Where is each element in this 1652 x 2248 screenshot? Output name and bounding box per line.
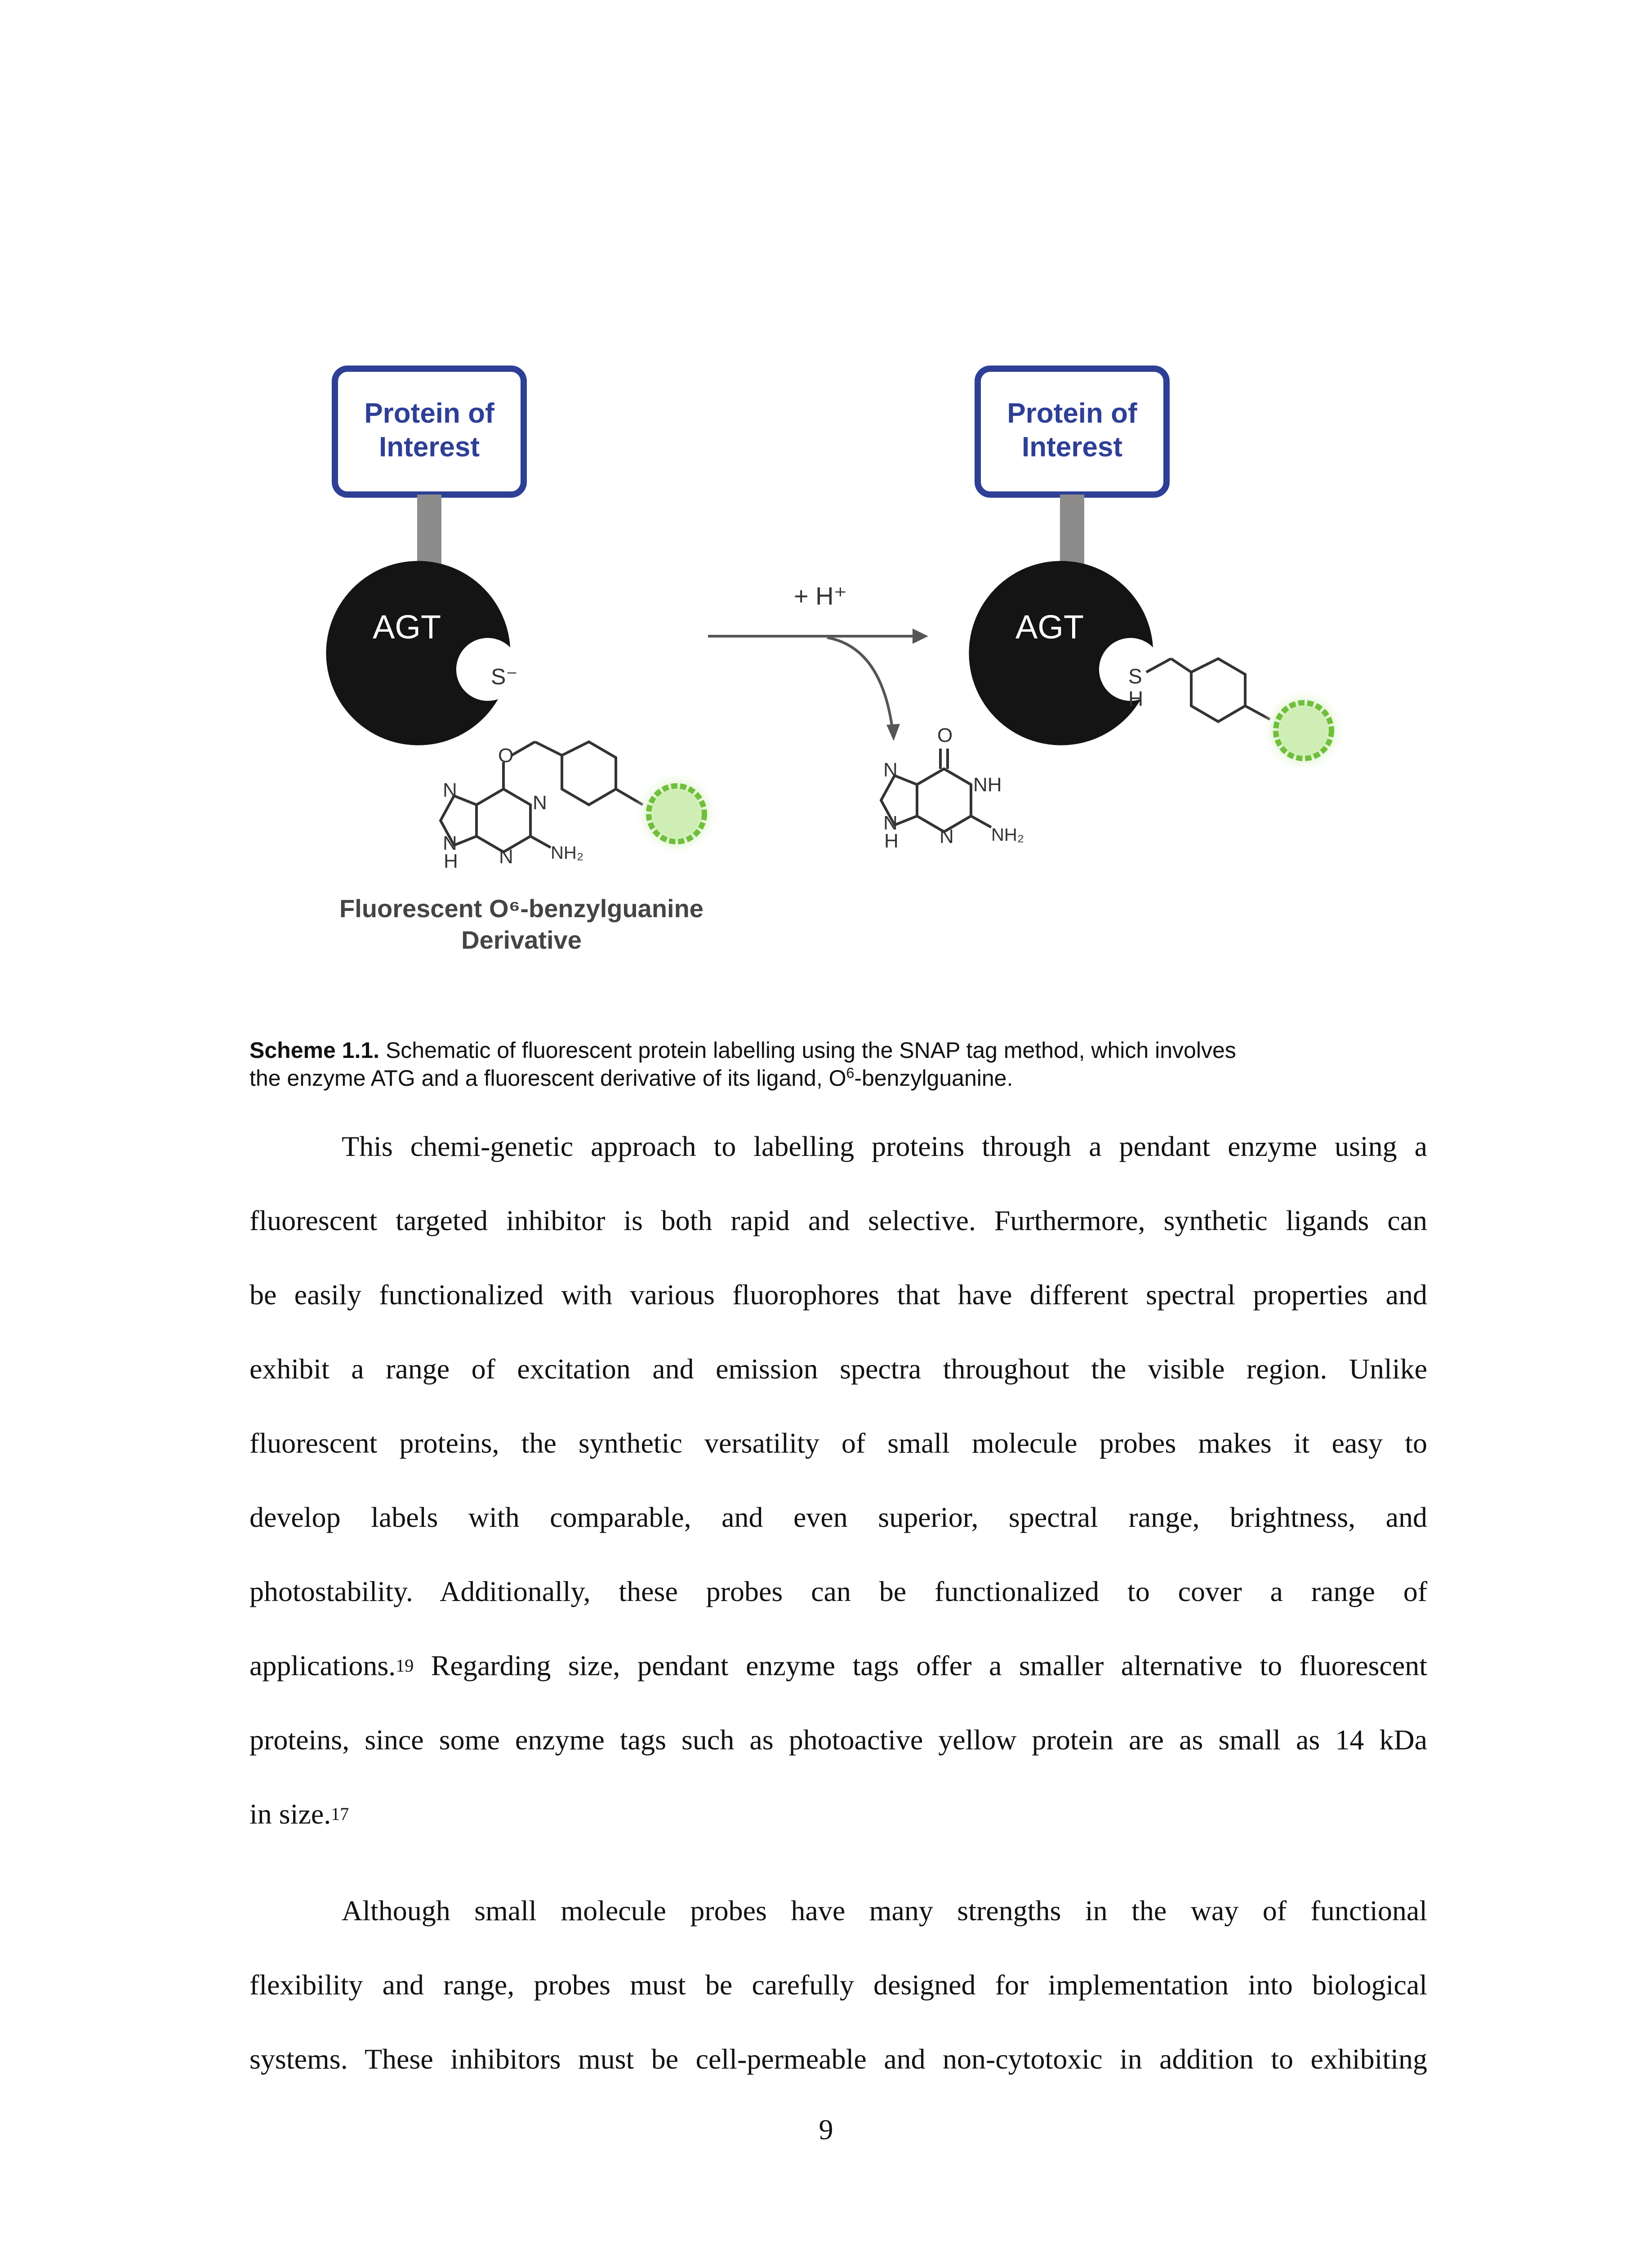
p1-line-1: This chemi-genetic approach to labelling proteins through a pendant enzyme using a <box>342 1130 1427 1162</box>
arrow-label: + H⁺ <box>793 582 847 610</box>
p1-line-8a: applications. <box>249 1650 396 1682</box>
p2-line-2: flexibility and range, probes must be carefully designed for implementation into biological <box>249 1969 1427 2001</box>
left-thiolate: S⁻ <box>491 664 518 689</box>
right-protein-label-line1: Protein of <box>1007 398 1137 429</box>
left-protein-label-line2: Interest <box>379 432 480 463</box>
p2-line-3: systems. These inhibitors must be cell-permeable and non-cytotoxic in addition to exhibiting <box>249 2043 1427 2075</box>
left-agt-enzyme <box>326 561 510 745</box>
product-atom-n7: N <box>883 759 898 781</box>
p1-line-5: fluorescent proteins, the synthetic versatility of small molecule probes makes it easy to <box>249 1427 1427 1459</box>
left-agt-label: AGT <box>372 608 441 646</box>
p1-line-8b: Regarding size, pendant enzyme tags offer a smaller alternative to fluorescent <box>414 1650 1427 1682</box>
caption-text-2b: -benzylguanine. <box>854 1066 1013 1091</box>
substrate-atom-n9: N <box>443 832 457 854</box>
substrate-atom-n7: N <box>443 779 457 801</box>
product-atom-nh2: NH₂ <box>991 825 1024 845</box>
caption-line-1 <box>249 1036 1427 1064</box>
reaction-arrow <box>708 582 928 741</box>
citation-19: 19 <box>396 1655 414 1676</box>
substrate-caption-line2: Derivative <box>461 926 582 954</box>
p1-line-2: fluorescent targeted inhibitor is both rapid and selective. Furthermore, synthetic ligands can <box>249 1204 1427 1236</box>
caption-text-2a: the enzyme ATG and a fluorescent derivative of its ligand, O <box>249 1066 846 1091</box>
p2-line-1: Although small molecule probes have many strengths in the way of functional <box>342 1895 1427 1927</box>
right-thiol-h: H <box>1128 687 1144 710</box>
right-protein-label-line2: Interest <box>1022 432 1122 463</box>
caption-text-1: Schematic of fluorescent protein labelling using the SNAP tag method, which involves <box>379 1038 1236 1063</box>
substrate-caption-line1: Fluorescent O⁶-benzylguanine <box>339 894 704 923</box>
scheme-caption <box>249 1036 1427 1092</box>
caption-label: Scheme 1.1. <box>249 1038 380 1063</box>
substrate-atom-nh2: NH₂ <box>551 843 584 863</box>
p1-line-10a: in size. <box>249 1798 331 1830</box>
substrate-atom-o: O <box>498 745 514 767</box>
substrate-atom-n1: N <box>533 792 547 814</box>
p1-line-3: be easily functionalized with various fluorophores that have different spectral properties and <box>249 1279 1427 1311</box>
caption-superscript: 6 <box>846 1065 855 1081</box>
page-number: 9 <box>819 2114 833 2145</box>
left-panel <box>326 369 719 954</box>
scheme-figure <box>0 0 1652 1012</box>
citation-17: 17 <box>331 1804 349 1824</box>
product-atom-nh: NH <box>973 774 1002 796</box>
product-atom-o: O <box>937 724 953 746</box>
substrate-atom-n3: N <box>499 846 513 868</box>
substrate-atom-h9: H <box>444 850 458 872</box>
p1-line-9: proteins, since some enzyme tags such as photoactive yellow protein are as small as 14 kDa <box>249 1724 1427 1756</box>
benzyl-thioether <box>1146 659 1270 722</box>
product-atom-n9: N <box>883 812 898 834</box>
p1-line-6: develop labels with comparable, and even superior, spectral range, brightness, and <box>249 1501 1427 1533</box>
product-atom-h9: H <box>884 830 899 852</box>
right-agt-enzyme <box>969 561 1153 745</box>
scheme-drawing <box>0 0 1652 1012</box>
right-panel <box>881 369 1346 852</box>
product-atom-n3: N <box>940 825 954 847</box>
p1-line-10 <box>249 1796 1427 1832</box>
p1-line-4: exhibit a range of excitation and emission spectra throughout the visible region. Unlike <box>249 1353 1427 1385</box>
left-protein-label-line1: Protein of <box>364 398 494 429</box>
caption-line-2 <box>249 1064 1427 1092</box>
p1-line-8 <box>249 1648 1427 1684</box>
p1-line-7: photostability. Additionally, these probes can be functionalized to cover a range of <box>249 1575 1427 1607</box>
right-thiol-s: S <box>1128 665 1142 688</box>
right-agt-label: AGT <box>1015 608 1084 646</box>
